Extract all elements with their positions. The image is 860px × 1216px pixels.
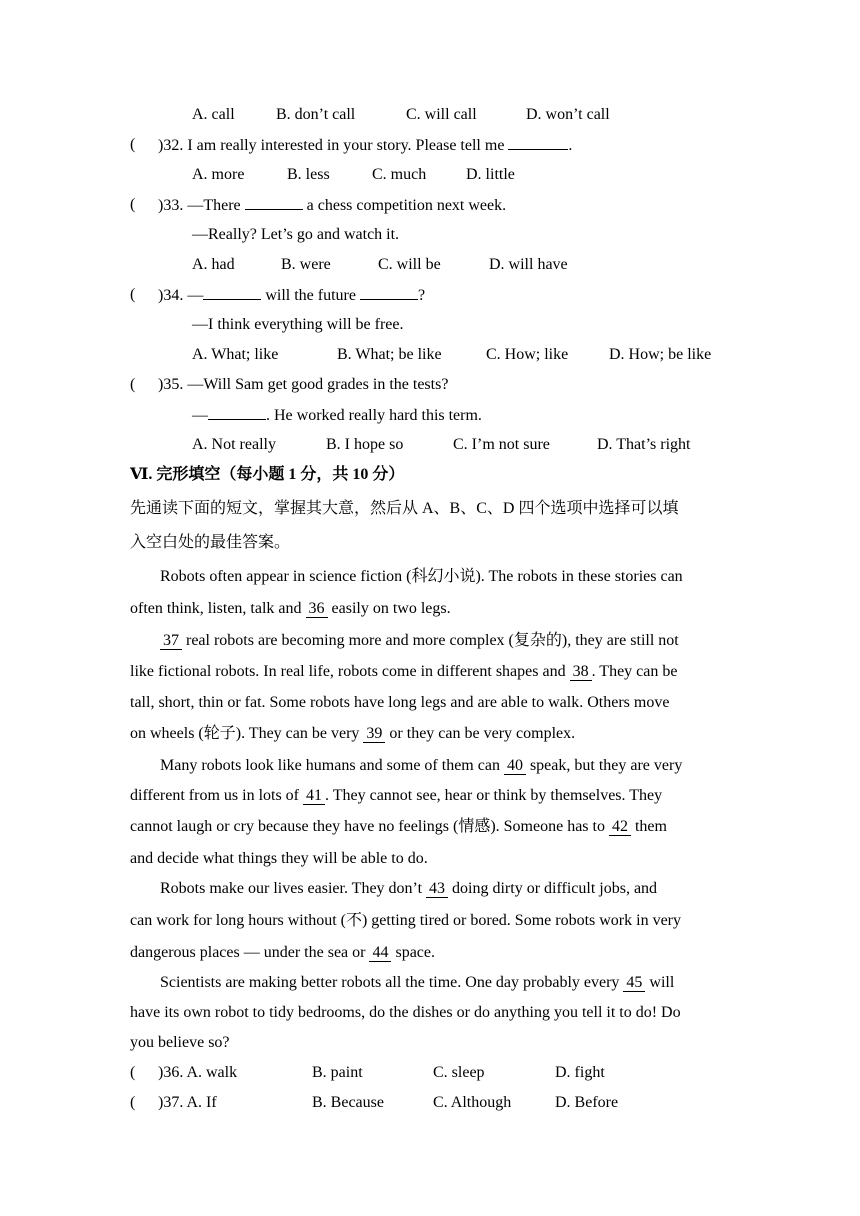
q31-option-d[interactable]: D. won’t call: [526, 106, 610, 123]
q34-option-d[interactable]: D. How; be like: [609, 346, 712, 363]
passage-text: doing dirty or difficult jobs, and: [452, 880, 658, 897]
q31-options: [192, 105, 792, 125]
passage-text: will: [649, 974, 675, 991]
q32-stem-text: )32. I am really interested in your story. Please tell me: [158, 137, 505, 154]
q34-answer-paren[interactable]: (: [130, 286, 136, 303]
passage-text: real robots are becoming more and more complex (复杂的), they are still not: [186, 632, 679, 649]
passage-p3-line-2: [130, 786, 662, 806]
q34-option-a[interactable]: A. What; like: [192, 346, 279, 363]
passage-p3-line-4: and decide what things they will be able to do.: [130, 850, 428, 867]
passage-p5-line-1: [160, 973, 674, 993]
q34-blank-2[interactable]: [360, 285, 418, 300]
q32-blank[interactable]: [508, 135, 568, 150]
q37-option-d[interactable]: D. Before: [555, 1094, 619, 1111]
q33-option-c[interactable]: C. will be: [378, 256, 441, 273]
q35-blank[interactable]: [208, 405, 266, 420]
passage-text: different from us in lots of: [130, 787, 300, 804]
passage-p2-line-1: [160, 631, 679, 651]
section-heading: Ⅵ. 完形填空（每小题 1 分，共 10 分）: [130, 466, 405, 483]
section-instruction-line-2: 入空白处的最佳答案。: [130, 534, 291, 551]
passage-p3-line-3: [130, 817, 667, 837]
q36-option-a[interactable]: )36. A. walk: [158, 1064, 238, 1081]
q35-option-c[interactable]: C. I’m not sure: [453, 436, 550, 453]
q37-option-a[interactable]: )37. A. If: [158, 1094, 217, 1111]
q32-options: [192, 165, 792, 185]
q36-option-b[interactable]: B. paint: [312, 1064, 363, 1081]
q31-option-c[interactable]: C. will call: [406, 106, 477, 123]
blank-42[interactable]: 42: [609, 819, 631, 836]
passage-p4-line-2: can work for long hours without (不) getting tired or bored. Some robots work in very: [130, 912, 682, 929]
q36-option-d[interactable]: D. fight: [555, 1064, 605, 1081]
q33-stem-end: a chess competition next week.: [306, 197, 507, 214]
q31-option-b[interactable]: B. don’t call: [276, 106, 356, 123]
blank-37[interactable]: 37: [160, 633, 182, 650]
passage-p3-line-1: [160, 756, 682, 776]
passage-text: . They cannot see, hear or think by themselves. They: [325, 787, 663, 804]
blank-36[interactable]: 36: [306, 601, 328, 618]
q37-option-b[interactable]: B. Because: [312, 1094, 384, 1111]
q31-option-a[interactable]: A. call: [192, 106, 235, 123]
q34-option-c[interactable]: C. How; like: [486, 346, 569, 363]
passage-p2-line-4: [130, 724, 575, 744]
q35-option-d[interactable]: D. That’s right: [597, 436, 691, 453]
q35-options: [192, 435, 792, 455]
blank-44[interactable]: 44: [369, 945, 391, 962]
blank-39[interactable]: 39: [363, 726, 385, 743]
passage-text: . They can be: [591, 663, 678, 680]
passage-p4-line-3: [130, 943, 435, 963]
q33-option-b[interactable]: B. were: [281, 256, 331, 273]
q34-option-b[interactable]: B. What; be like: [337, 346, 442, 363]
q35-response-dash: —: [192, 407, 208, 424]
q33-blank[interactable]: [245, 195, 303, 210]
q33-options: [192, 255, 792, 275]
q35-stem: )35. —Will Sam get good grades in the tests?: [158, 376, 449, 393]
q34-options: [192, 345, 792, 365]
q32-stem-end: .: [568, 137, 573, 154]
q34-blank-1[interactable]: [203, 285, 261, 300]
q37-answer-paren[interactable]: (: [130, 1094, 136, 1111]
q32-option-d[interactable]: D. little: [466, 166, 515, 183]
passage-text: space.: [395, 944, 435, 961]
q33-response: —Really? Let’s go and watch it.: [192, 226, 400, 243]
q34-stem-middle: will the future: [265, 287, 356, 304]
q35-response-text: . He worked really hard this term.: [266, 407, 482, 424]
passage-text: easily on two legs.: [331, 600, 451, 617]
section-instruction-line-1: 先通读下面的短文，掌握其大意，然后从 A、B、C、D 四个选项中选择可以填: [130, 500, 679, 517]
q33-stem: [158, 195, 506, 216]
passage-text: them: [634, 818, 667, 835]
passage-text: Scientists are making better robots all the time. One day probably every: [160, 974, 620, 991]
passage-text: like fictional robots. In real life, robots come in different shapes and: [130, 663, 566, 680]
q33-stem-text: )33. —There: [158, 197, 241, 214]
passage-p2-line-3: tall, short, thin or fat. Some robots have long legs and are able to walk. Others move: [130, 694, 670, 711]
q32-option-c[interactable]: C. much: [372, 166, 427, 183]
passage-text: or they can be very complex.: [389, 725, 576, 742]
q36-option-c[interactable]: C. sleep: [433, 1064, 485, 1081]
passage-text: Robots make our lives easier. They don’t: [160, 880, 423, 897]
q35-response: [192, 405, 482, 426]
passage-text: cannot laugh or cry because they have no feelings (情感). Someone has to: [130, 818, 605, 835]
q34-stem-end: ?: [417, 287, 426, 304]
q32-stem: [158, 135, 572, 156]
q34-stem-text: )34. —: [158, 287, 204, 304]
passage-p5-line-2: have its own robot to tidy bedrooms, do the dishes or do anything you tell it to do! Do: [130, 1004, 681, 1021]
passage-p4-line-1: [160, 879, 657, 899]
blank-38[interactable]: 38: [570, 664, 592, 681]
q32-option-b[interactable]: B. less: [287, 166, 330, 183]
q36-answer-paren[interactable]: (: [130, 1064, 136, 1081]
q33-option-a[interactable]: A. had: [192, 256, 235, 273]
q35-option-b[interactable]: B. I hope so: [326, 436, 404, 453]
blank-45[interactable]: 45: [623, 975, 645, 992]
blank-41[interactable]: 41: [303, 788, 325, 805]
passage-text: often think, listen, talk and: [130, 600, 302, 617]
q34-stem: [158, 285, 425, 306]
q32-option-a[interactable]: A. more: [192, 166, 245, 183]
blank-43[interactable]: 43: [426, 881, 448, 898]
passage-p5-line-3: you believe so?: [130, 1034, 230, 1051]
q34-response: —I think everything will be free.: [192, 316, 404, 333]
passage-text: speak, but they are very: [529, 757, 683, 774]
q37-option-c[interactable]: C. Although: [433, 1094, 512, 1111]
passage-text: Many robots look like humans and some of them can: [160, 757, 500, 774]
passage-p2-line-2: [130, 662, 677, 682]
q35-option-a[interactable]: A. Not really: [192, 436, 276, 453]
q35-answer-paren[interactable]: (: [130, 376, 136, 393]
q32-answer-paren[interactable]: (: [130, 136, 136, 153]
q33-option-d[interactable]: D. will have: [489, 256, 568, 273]
passage-text: dangerous places — under the sea or: [130, 944, 366, 961]
q33-answer-paren[interactable]: (: [130, 196, 136, 213]
passage-p1-line-2: [130, 599, 451, 619]
blank-40[interactable]: 40: [504, 758, 526, 775]
passage-p1-line-1: Robots often appear in science fiction (科幻小说). The robots in these stories can: [160, 568, 683, 585]
passage-text: on wheels (轮子). They can be very: [130, 725, 360, 742]
